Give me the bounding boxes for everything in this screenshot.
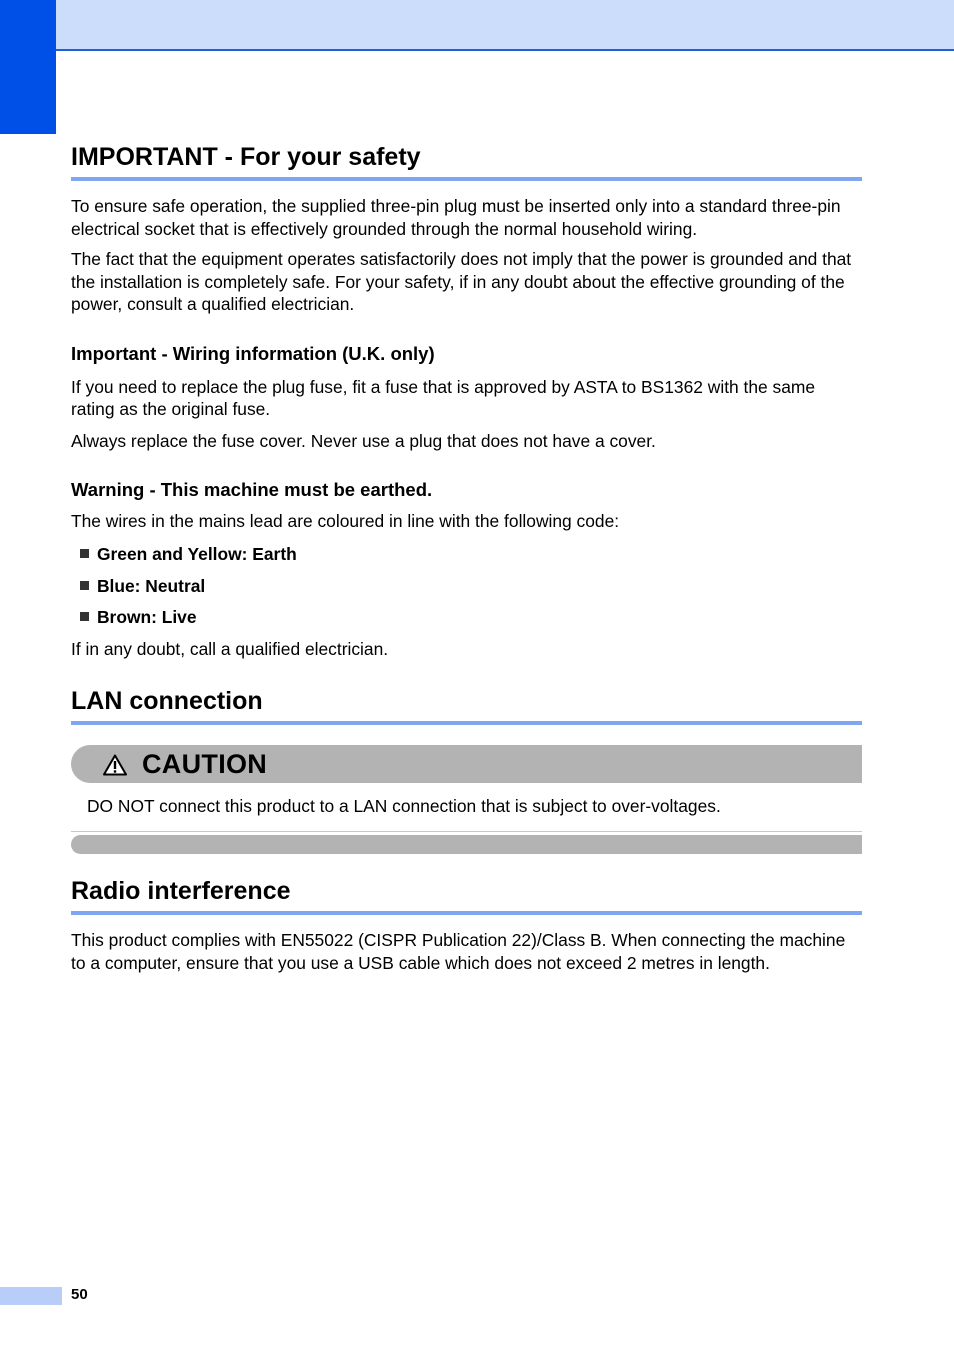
section-title-safety: IMPORTANT - For your safety <box>71 140 862 181</box>
square-bullet-icon <box>80 581 89 590</box>
page-content <box>71 140 862 974</box>
caution-text: DO NOT connect this product to a LAN connection that is subject to over-voltages. <box>87 796 721 816</box>
section-title-radio: Radio interference <box>71 874 862 915</box>
list-item <box>71 606 862 628</box>
caution-box <box>71 745 862 854</box>
list-item-label: Green and Yellow: Earth <box>97 543 297 564</box>
caution-label: CAUTION <box>142 749 268 779</box>
list-item-label: Brown: Live <box>97 606 197 627</box>
safety-paragraph-2: The fact that the equipment operates satisfactorily does not imply that the power is grounded and that the installation is completely safe. For your safety, if in any doubt about the effective grounding of the power, consult a qualified electrician. <box>71 249 852 314</box>
header-bar <box>0 0 954 51</box>
caution-divider <box>71 831 862 832</box>
list-item <box>71 543 862 565</box>
list-item-label: Blue: Neutral <box>97 575 206 596</box>
radio-paragraph-1: This product complies with EN55022 (CISPR Publication 22)/Class B. When connecting the machine to a computer, ensure that you use a USB cable which does not exceed 2 metres in length. <box>71 930 846 973</box>
square-bullet-icon <box>80 612 89 621</box>
wiring-paragraph-1: If you need to replace the plug fuse, fit a fuse that is approved by ASTA to BS1362 with the same rating as the original fuse. <box>71 376 816 419</box>
caution-header <box>71 745 862 783</box>
chapter-tab <box>0 0 56 134</box>
section-title-lan: LAN connection <box>71 684 862 725</box>
list-item <box>71 575 862 597</box>
wire-color-list <box>71 543 862 628</box>
page-number: 50 <box>71 1286 88 1303</box>
safety-paragraph-1: To ensure safe operation, the supplied three-pin plug must be inserted only into a standard three-pin electrical socket that is effectively grounded through the normal household wiring. <box>71 196 841 239</box>
warning-intro: The wires in the mains lead are coloured in line with the following code: <box>71 511 620 531</box>
warning-triangle-icon <box>103 754 127 776</box>
caution-footer <box>71 835 862 854</box>
subsection-title-warning: Warning - This machine must be earthed. <box>71 479 433 500</box>
subsection-title-wiring: Important - Wiring information (U.K. only) <box>71 342 435 364</box>
wiring-paragraph-2: Always replace the fuse cover. Never use a plug that does not have a cover. <box>71 430 656 451</box>
square-bullet-icon <box>80 549 89 558</box>
page-number-tab <box>0 1287 62 1305</box>
warning-outro: If in any doubt, call a qualified electrician. <box>71 638 389 659</box>
